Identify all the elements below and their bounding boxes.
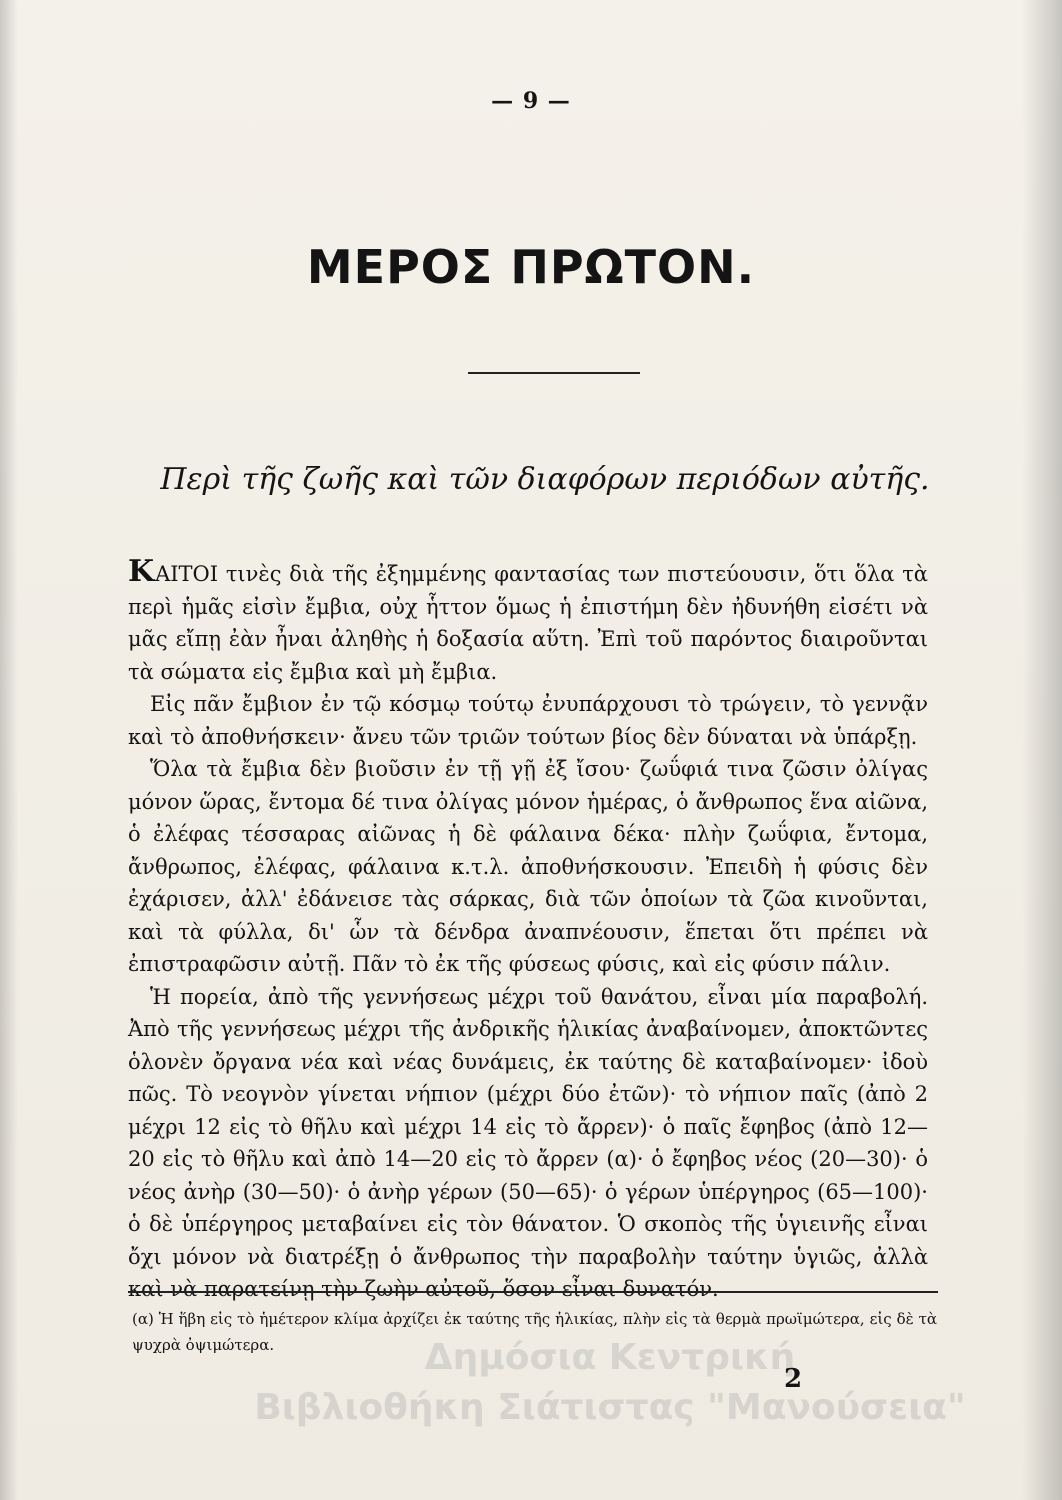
drop-cap: Κ — [128, 554, 155, 589]
watermark-line: Δημόσια Κεντρική — [424, 1337, 796, 1378]
section-heading: Περὶ τῆς ζωῆς καὶ τῶν διαφόρων περιόδων αὐτῆς. — [160, 462, 930, 497]
title-divider — [468, 372, 640, 374]
paragraph: Εἰς πᾶν ἔμβιον ἐν τῷ κόσμῳ τούτῳ ἐνυπάρχουσι τὸ τρώγειν, τὸ γεννᾷν καὶ τὸ ἀποθνήσκειν· ἄνευ τῶν τριῶν τούτων βίος δὲν δύναται νὰ ὑπάρξῃ. — [128, 692, 928, 749]
watermark-line: Βιβλιοθήκη Σιάτιστας "Μανούσεια" — [254, 1387, 966, 1428]
paragraph: Ὅλα τὰ ἔμβια δὲν βιοῦσιν ἐν τῇ γῇ ἐξ ἴσου· ζωΰφιά τινα ζῶσιν ὀλίγας μόνον ὥρας, ἔντομα δέ τινα ὀλίγας μόνον ἡμέρας, ὁ ἄνθρωπος ἕνα αἰῶνα, ὁ ἐλέφας τέσσαρας αἰῶνας ἡ δὲ φάλαινα δέκα· πλὴν ζωΰφια, ἔντομα, ἄνθρωπος, ἐλέφας, φάλαινα κ.τ.λ. ἀποθνήσκουσιν. Ἐπειδὴ ἡ φύσις δὲν ἐχάρισεν, ἀλλ' ἐδάνεισε τὰς σάρκας, διὰ τῶν ὁποίων τὰ ζῶα κινοῦνται, καὶ τὰ φύλλα, δι' ὧν τὰ δένδρα ἀναπνέουσιν, ἕπεται ὅτι πρέπει νὰ ἐπιστραφῶσιν αὐτῇ. Πᾶν τὸ ἐκ τῆς φύσεως φύσις, καὶ εἰς φύσιν πάλιν. — [128, 757, 928, 976]
signature-mark: 2 — [784, 1364, 803, 1394]
paragraph: Ἡ πορεία, ἀπὸ τῆς γεννήσεως μέχρι τοῦ θανάτου, εἶναι μία παραβολή. Ἀπὸ τῆς γεννήσεως μέχρι τῆς ἀνδρικῆς ἡλικίας ἀναβαίνομεν, ἀποκτῶντες ὁλονὲν ὄργανα νέα καὶ νέας δυνάμεις, ἐκ ταύτης δὲ καταβαίνομεν· ἰδοὺ πῶς. Τὸ νεογνὸν γίνεται νήπιον (μέχρι δύο ἐτῶν)· τὸ νήπιον παῖς (ἀπὸ 2 μέχρι 12 εἰς τὸ θῆλυ καὶ μέχρι 14 εἰς τὸ ἄρρεν)· ὁ παῖς ἔφηβος (ἀπὸ 12—20 εἰς τὸ θῆλυ καὶ ἀπὸ 14—20 εἰς τὸ ἄρρεν (α)· ὁ ἔφηβος νέος (20—30)· ὁ νέος ἀνὴρ (30—50)· ὁ ἀνὴρ γέρων (50—65)· ὁ γέρων ὑπέργηρος (65—100)· ὁ δὲ ὑπέργηρος μεταβαίνει εἰς τὸν θάνατον. Ὁ σκοπὸς τῆς ὑγιεινῆς εἶναι ὄχι μόνον νὰ διατρέξῃ ὁ ἄνθρωπος τὴν παραβολὴν ταύτην ὑγιῶς, ἀλλὰ καὶ νὰ παρατείνῃ τὴν ζωὴν αὐτοῦ, ὅσον εἶναι δυνατόν. — [128, 984, 928, 1301]
page-number: — 9 — — [491, 88, 571, 114]
paragraph — [128, 556, 928, 688]
footnote: (α) Ἡ ἥβη εἰς τὸ ἡμέτερον κλίμα ἀρχίζει ἐκ ταύτης τῆς ἡλικίας, πλὴν εἰς τὰ θερμὰ πρωϊμώτερα, εἰς δὲ τὰ ψυχρὰ ὀψιμώτερα. — [132, 1310, 937, 1354]
page-edge-shadow-right — [1022, 0, 1062, 1500]
paragraph-text: ΑΙΤΟΙ τινὲς διὰ τῆς ἐξημμένης φαντασίας των πιστεύουσιν, ὅτι ὅλα τὰ περὶ ἡμᾶς εἰσὶν ἔμβια, οὐχ ἧττον ὅμως ἡ ἐπιστήμη δὲν ἠδυνήθη εἰσέτι νὰ μᾶς εἴπῃ ἐὰν ἦναι ἀληθὴς ἡ δοξασία αὕτη. Ἐπὶ τοῦ παρόντος διαιροῦνται τὰ σώματα εἰς ἔμβια καὶ μὴ ἔμβια. — [128, 562, 928, 684]
library-watermark — [230, 1333, 990, 1433]
page-edge-shadow-left — [0, 0, 18, 1500]
part-title: ΜΕΡΟΣ ΠΡΩΤΟΝ. — [306, 240, 756, 294]
body-text — [128, 556, 928, 1306]
footnote-divider — [128, 1291, 938, 1293]
